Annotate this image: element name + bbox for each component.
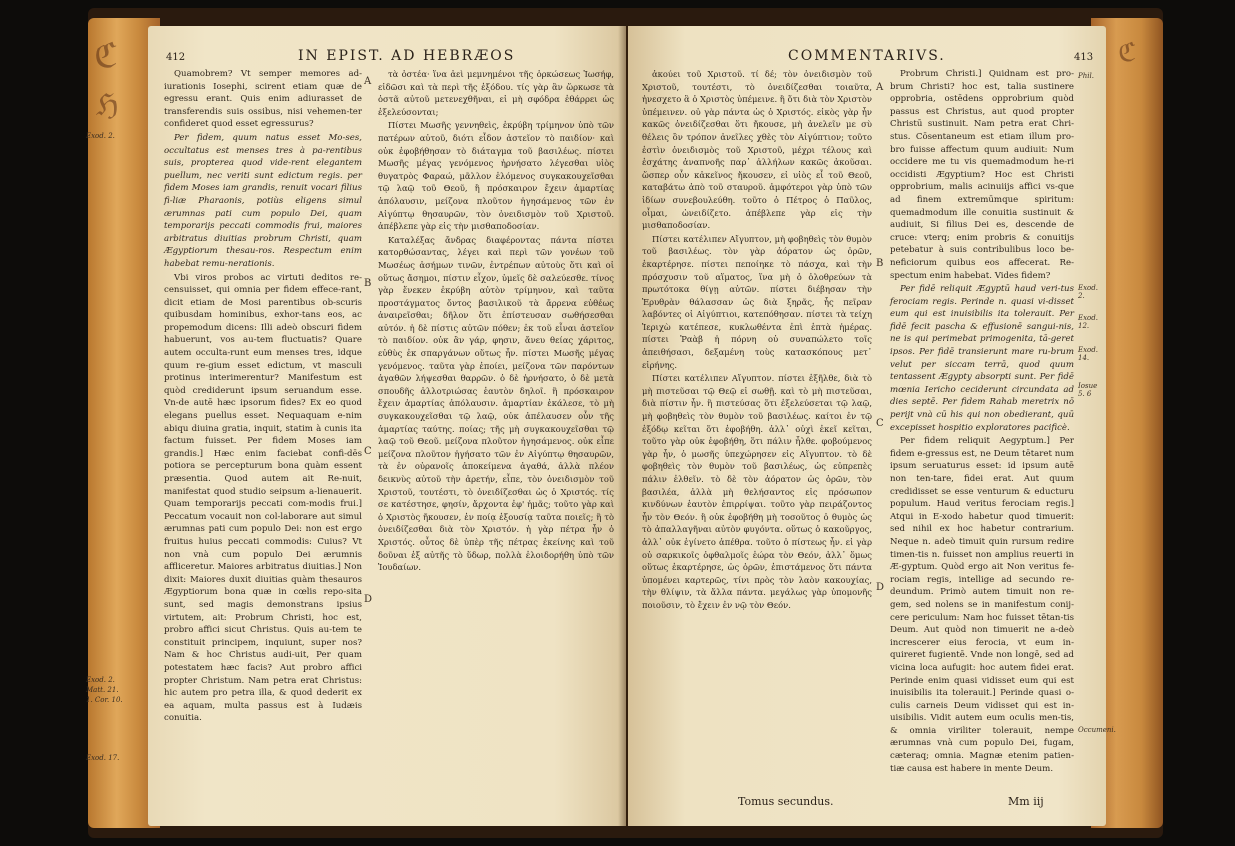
- right-page: [628, 26, 1116, 826]
- cover-stain-mark: ℭ: [1118, 38, 1137, 68]
- section-letter: D: [364, 594, 373, 605]
- margin-note: Phil.: [1078, 72, 1094, 80]
- margin-note: Exod. 2.: [86, 132, 115, 140]
- section-letter: A: [364, 76, 372, 87]
- latin-paragraph: Per fidem, quum natus esset Mo-ses, occultatus est menses tres à pa-rentibus suis, propterea quod vide-rent elegantem puellum, nec veriti sunt edictum regis. per fidem Moses iam grandis, renuit vocari filius fi-liæ Pharaonis, potiùs eligens simul ærumnas pati cum populo Dei, quam temporarijs peccati commodis frui, maiores arbitratus diuitias probrum Christi, quam Ægyptiorum thesau-ros. Respectum enim habebat remu-nerationis.: [164, 132, 362, 269]
- margin-note: Exod. 2.: [86, 676, 115, 684]
- latin-paragraph: Quamobrem? Vt semper memores ad-iurationis Iosephi, scirent etiam quæ de egressu erant. Quis enim adiurasset de transferendis suis ossibus, nisi vehemen-ter confideret quod esset egressurus?: [164, 69, 362, 130]
- page-number: 413: [1074, 52, 1094, 63]
- section-letter: D: [876, 582, 885, 593]
- greek-column: [642, 68, 872, 613]
- latin-paragraph: Per fidem reliquit Aegyptum.] Per fidem e-gressus est, ne Deum tētaret num ipsum seruaturus esset: id ipsum autē non ten-tare, fidei erat. Aut quum credidisset se esse venturum & educturu populum. Haud veritus ferociam regis.] Atqui in E-xodo habetur quod timuerit: sed nihil ex hoc habetur contrarium. Neque n. adeò timuit quin rursum redire timen-tis n. fuisset non amplius reuerti in Æ-gyptum. Quòd ergo ait Non veritus fe-rociam regis, intellige ad secundo re-deundum. Primò autem timuit non re-gem, sed nolens se in manifestum conij-cere periculum: Nam hoc fuisset tētan-tis Deum. Aut quòd non timuerit ne a-deò increscerer eius ferocia, vt eum in-quireret fugientē. Vnde non longē, sed ad vicina loca aufugit: hoc autem fidei erat. Perinde enim quasi vidisset eum qui est inuisibilis ita tolerauit.] Perinde quasi o-culis carneis Deum vidisset qui est in-uisibilis. Vidit autem eum oculis men-tis, & omnia viriliter tolerauit, nempe ærumnas vnà cum populo Dei, fugam, cæteraq; omnia. Magnæ etenim patien-tiæ causa est habere in mente Deum.: [890, 436, 1074, 774]
- section-letter: C: [364, 446, 372, 457]
- greek-paragraph: ἀκούει τοῦ Χριστοῦ. τί δέ; τὸν ὀνειδισμὸν τοῦ Χριστοῦ, τουτέστι, τὸ ὀνειδίζεσθαι τοιαῦτα, ἠνεσχετο ἃ ὁ Χριστὸς ὑπέμεινε. ἢ ὅτι διὰ τὸν Χριστὸν ὑπέμεινεν. οὐ γὰρ πάντα ὡς ὁ Χριστός. εἰκὸς γὰρ ἦν κακῶς ὀνειδίζεσθαι ὅτι ἤκουσε, μὴ ἀνελεῖν με σὺ θέλεις ὃν τρόπον ἀνεῖλες χθὲς τὸν Αἰγύπτιον; τοῦτο ἐστὶν ὀνειδισμὸς τοῦ Χριστοῦ, μέχρι τέλους καὶ ἐσχάτης ἀναπνοῆς παρ᾿ ἀλλήλων κακῶς ἀκοῦσαι. ὥσπερ οὖν κἀκεῖνος ἤκουσεν, εἰ υἱὸς εἶ τοῦ Θεοῦ, καταβάτω ἀπὸ τοῦ σταυροῦ. ἀμφότεροι γὰρ ὑπὸ τῶν ἰδίων συνεβουλεύθη. τοῦτο ὁ Πέτρος ὁ Παῦλος, οἶμαι, ὠνειδίζετο. ἀπέβλεπε γὰρ εἰς τὴν μισθαποδοσίαν.: [642, 69, 872, 231]
- section-letter: C: [876, 418, 884, 429]
- cover-stain-mark: ℌ: [96, 88, 119, 123]
- greek-paragraph: Καταλέξας ἄνδρας διαφέροντας πάντα πίστει κατορθώσαντας, λέγει καὶ περὶ τῶν γονέων τοῦ Μωσέως ἀσήμων τινῶν, ἐντρέπων αὐτοὺς ὅτι καὶ οἱ οὕτως ἄσημοι, πίστιν εἶχον, ὑμεῖς δὲ σαλεύεσθε. τίνος γὰρ ἕνεκεν ἐκρύβη αὐτὸν τρίμηνον, καὶ ταῦτα προστάγματος ὄντος βασιλικοῦ τὰ ἄρρενα εὐθέως ἀναιρεῖσθαι; δῆλον ὅτι ἐπίστευσαν σωθήσεσθαι αὐτόν. ἡ δὲ πίστις αὐτῶν πόθεν; ἐκ τοῦ εἶναι ἀστεῖον τὸ παιδίον. οὐκ ἂν γάρ, φησιν, ἄνευ θείας χάριτος, εὐθὺς ἐκ σπαργάνων οὕτως ἦν. πίστει Μωσῆς μέγας γενόμενος. ταῦτα γὰρ ἐποίει, μείζονα τῶν παρόντων ἀγαθῶν λήψεσθαι θαρρῶν. ὁ δὲ ἠρνήσατο, ὁ δὲ μετὰ σπουδῆς ἀλλοτριώσας ἑαυτὸν δηλοῖ. ἢ πρόσκαιρον ἔχειν ἁμαρτίας ἀπόλαυσιν. ἁμαρτίαν ἐκάλεσε, τὸ μὴ συγκακουχεῖσθαι τῷ λαῷ, οὐκ ἀπέλαυσεν οὖν τῆς ἁμαρτίας ταύτης. ποίας; τῆς μὴ συγκακουχεῖσθαι τῷ λαῷ τοῦ Θεοῦ. μείζονα πλοῦτον ἡγησάμενος. οὐκ εἶπε μείζονα πλοῦτον ἡγήσατο τῶν ἐν Αἰγύπτῳ θησαυρῶν, τὰ ἐν οὐρανοῖς ἀποκείμενα ἀγαθά, ἀλλὰ πλέον δεικνὺς αὐτοῦ τὴν ἀρετήν, εἶπε, τὸν ὀνειδισμὸν τοῦ Χριστοῦ, τουτέστι, τὸ ὀνειδίζεσθαι ὡς ὁ Χριστός. τίς σε κατέστησε, φησίν, ἄρχοντα ἐφ' ἡμᾶς; τοῦτο γὰρ καὶ ὁ Χριστὸς ἤκουσεν, ἐν ποίᾳ ἐξουσίᾳ ταῦτα ποιεῖς; ἢ τὸ ὀνειδίζεσθαι διὰ τὸν Χριστόν. ἡ γὰρ πέτρα ἦν ὁ Χριστός. οὗτος δὲ ὑπὲρ τῆς πέτρας ἐκείνης καὶ τοῦ δοῦναι ἐξ αὐτῆς τὸ ὕδωρ, πολλὰ ἐλοιδορήθη ὑπὸ τῶν Ἰουδαίων.: [378, 234, 614, 573]
- cover-stain-mark: ℭ: [94, 36, 118, 76]
- left-page: [148, 26, 626, 826]
- margin-note: Exod. 14.: [1078, 346, 1098, 362]
- greek-paragraph: τὰ ὀστέα· ἵνα ἀεὶ μεμνημένοι τῆς ὁρκώσεως Ἰωσήφ, εἰδῶσι καὶ τὰ περὶ τῆς ἐξόδου. τίς γὰρ ἂν ὥρκωσε τὰ ὀστᾶ αὐτοῦ μετενεχθῆναι, εἰ μὴ σφόδρα ἐθάρρει ὡς ἐξελεύσονται;: [378, 69, 614, 117]
- catchword: Tomus secundus.: [738, 795, 834, 808]
- latin-column: [890, 68, 1074, 776]
- latin-paragraph: Probrum Christi.] Quidnam est pro-brum Christi? hoc est, talia sustinere opprobria, ostēdens opprobrium quòd passus est Christus, aut quod propter Christū sustinuit. Nam petra erat Chri-stus. Cōsentaneum est etiam illum pro-bro fuisse affectum quum audiuit: Num occidere me tu vis quemadmodum he-ri occidisti Ægyptium? Hoc est Christi opprobrium, malis acinuiijs affici vs-que ad finem extremūmque spiritum: quemadmodum ille conuitia sustinuit & audiuit, Si filius Dei es, descende de cruce: vterq; enim probris & conuitijs petebatur à suis contribulibus loco be-neficiorum quibus eos affecerat. Re-spectum enim habebat. Vides fidem?: [890, 69, 1074, 281]
- margin-note: Iosue 5. 6: [1078, 382, 1098, 398]
- greek-paragraph: Πίστει Μωσῆς γεννηθεὶς, ἐκρύβη τρίμηνον ὑπὸ τῶν πατέρων αὐτοῦ, διότι εἶδον ἀστεῖον τὸ παιδίον· καὶ οὐκ ἐφοβήθησαν τὸ διάταγμα τοῦ βασιλέως. πίστει Μωσῆς μέγας γενόμενος ἠρνήσατο λέγεσθαι υἱὸς θυγατρὸς Φαραώ, μᾶλλον ἑλόμενος συγκακουχεῖσθαι τῷ λαῷ τοῦ Θεοῦ, ἢ πρόσκαιρον ἔχειν ἁμαρτίας ἀπόλαυσιν, μείζονα πλοῦτον ἡγησάμενος τῶν ἐν Αἰγύπτῳ θησαυρῶν, τὸν ὀνειδισμὸν τοῦ Χριστοῦ. ἀπέβλεπε γὰρ εἰς τὴν μισθαποδοσίαν.: [378, 120, 614, 232]
- running-head: COMMENTARIVS.: [788, 48, 946, 64]
- greek-paragraph: Πίστει κατέλιπεν Αἴγυπτον, μὴ φοβηθεὶς τὸν θυμὸν τοῦ βασιλέως. τὸν γὰρ ἀόρατον ὡς ὁρῶν, ἐκαρτέρησε. πίστει πεποίηκε τὸ πάσχα, καὶ τὴν πρόσχυσιν τοῦ αἵματος, ἵνα μὴ ὁ ὀλοθρεύων τὰ πρωτότοκα θίγῃ αὐτῶν. πίστει διέβησαν τὴν Ἐρυθρὰν θάλασσαν ὡς διὰ ξηρᾶς, ἧς πεῖραν λαβόντες οἱ Αἰγύπτιοι, κατεπόθησαν. πίστει τὰ τείχη Ἱεριχὼ κατέπεσε, κυκλωθέντα ἐπὶ ἑπτὰ ἡμέρας. πίστει Ῥαὰβ ἡ πόρνη οὐ συναπώλετο τοῖς ἀπειθήσασι, δεξαμένη τοὺς κατασκόπους μετ᾿ εἰρήνης.: [642, 233, 872, 370]
- margin-note: 1. Cor. 10.: [86, 696, 123, 704]
- latin-column: [164, 68, 362, 726]
- margin-note: Occumeni.: [1078, 726, 1116, 734]
- open-book: [88, 8, 1163, 838]
- greek-column: [378, 68, 614, 575]
- greek-paragraph: Πίστει κατέλιπεν Αἴγυπτον. πίστει ἐξῆλθε, διὰ τὸ μὴ πιστεῦσαι τῷ Θεῷ εἰ σωθῇ. καὶ τὸ μὴ πιστεῦσαι, διὰ πίστιν ἦν. ἢ πιστεύσας ὅτι ἐξελεύσεται τῷ λαῷ, μὴ φοβηθεὶς τὸν θυμὸν τοῦ βασιλέως. καίτοι ἐν τῷ ἐξόδῳ κεῖται ὅτι ἐφοβήθη. ἀλλ᾿ οὐχὶ ἐκεῖ κεῖται, τοῦτο γὰρ οὐκ ἐφοβήθη, ὅτι πάλιν ἦλθε. φοβούμενος γὰρ ἦν, ὁ μωσῆς ὑπεχώρησεν εἰς Αἴγυπτον. τὸ δὲ φοβηθεὶς τὸν θυμὸν τοῦ βασιλέως, ὡς εὐπρεπὲς πάλιν ἐλθεῖν. τὸ δὲ τὸν ἀόρατον ὡς ὁρῶν, τὸν βασιλέα, ἀλλὰ μὴ θελήσαντος εἰς πρόσωπον κινδύνων ἑαυτὸν ἐπιρρίψαι. τοῦτο γὰρ πειράζοντος ἦν τὸν Θεόν. ἢ οὐκ ἐφοβήθη μὴ τοσοῦτος ὁ θυμὸς ὡς τὸ ἀπαλλαγῆναι αὐτὸν φυγόντα. οὕτως ὁ κακοῦργος, ἀλλ᾿ οὐκ ἐγίνετο ἀπέθρα. τοῦτο ὁ πίστεως ἦν. εἰ γὰρ οὐ σαρκικοῖς ὀφθαλμοῖς ἑώρα τὸν Θεόν, ἀλλ᾿ ὅμως οὕτως ἐκαρτέρησε, ὡς ὁρῶν, ἐπιστάμενος ὅτι πάντα ὑπομένει καρτερῶς, τίνι πρὸς τὸν λαὸν κακουχίας, τὴν θλίψιν, τὰ ἄλλα πάντα. μεγάλως γὰρ ὑπομονῆς ποιοῦσιν, τὸ ἔχειν ἐν νῷ τὸν Θεόν.: [642, 373, 872, 610]
- signature-mark: Mm iij: [1008, 795, 1044, 808]
- latin-paragraph: Vbi viros probos ac virtuti deditos re-censuisset, qui omnia per fidem effece-rant, dicit etiam de Mosi parentibus ob-scuris quibusdam hominibus, exhor-tans eos, ac propemodum dicens: Illi adeò obscuri fidem habuerunt, vos au-tem fluctuatis? Quare autem occulta-runt eum menses tres, idque quum re-gium esset edictum, vt masculi protinus interimerentur? Manifestum est quòd crediderunt ipsum seruandum esse. Vn-de autē hæc ipsorum fides? Ex eo quod elegans puellus esset. Nequaquam e-nim abiqu diuina gratia, inquit, statim à cunis ita factum fuisset. Per fidem Moses iam grandis.] Hæc enim faciebat confi-dēs potiora se percepturum bona quàm essent præsentia. Quod autem ait Re-nuit, manifestat quod studio seipsum a-lienauerit. Quam temporarijs peccati com-modis frui.] Peccatum vocauit non col-laborare aut simul ærumnas pati cum populo Dei: non est ergo fruitus huius peccati commodis: Cuius? Vt non vnà cum populo Dei ærumnis affliceretur. Maiores arbitratus diuitias.] Non dixit: Maiores duxit diuitias quàm thesauros Ægyptiorum bona quæ in cœlis repo-sita sunt, sed magis demonstrans ipsius virtutem, ait: Probrum Christi, hoc est, probro affici sicut Christus. Quis au-tem te constituit principem, inquiunt, super nos? Nam & hoc Christus audi-uit, Per quam potestatem hæc facis? Aut probro affici propter Christum. Nam petra erat Christus: hic autem pro petra illa, & quod dederit ex ea aquam, multa passus est à Iudæis conuitia.: [164, 272, 362, 724]
- margin-note: Matt. 21.: [86, 686, 119, 694]
- margin-note: Exod. 17.: [86, 754, 120, 762]
- margin-note: Exod. 2.: [1078, 284, 1098, 300]
- section-letter: A: [876, 82, 884, 93]
- margin-note: Exod. 12.: [1078, 314, 1098, 330]
- running-head: IN EPIST. AD HEBRÆOS: [298, 48, 516, 64]
- section-letter: B: [876, 258, 884, 269]
- page-number: 412: [166, 52, 186, 63]
- section-letter: B: [364, 278, 372, 289]
- latin-paragraph: Per fidē reliquit Ægyptū haud veri-tus ferociam regis. Perinde n. quasi vi-disset eum qui est inuisibilis ita tolerauit. Per fidē fecit pascha & effusionē sangui-nis, ne is qui perimebat primogenita, tā-geret ipsos. Per fidē transierunt mare ru-brum velut per siccam terrā, quod quum tentassent Ægypty absorpti sunt. Per fidē mœnia Iericho ceciderunt circundata ad dies septē. Per fidem Rahab meretrix nō perijt vnà cū his qui non obedierant, quū excepisset hospitio exploratores pacificè.: [890, 284, 1074, 433]
